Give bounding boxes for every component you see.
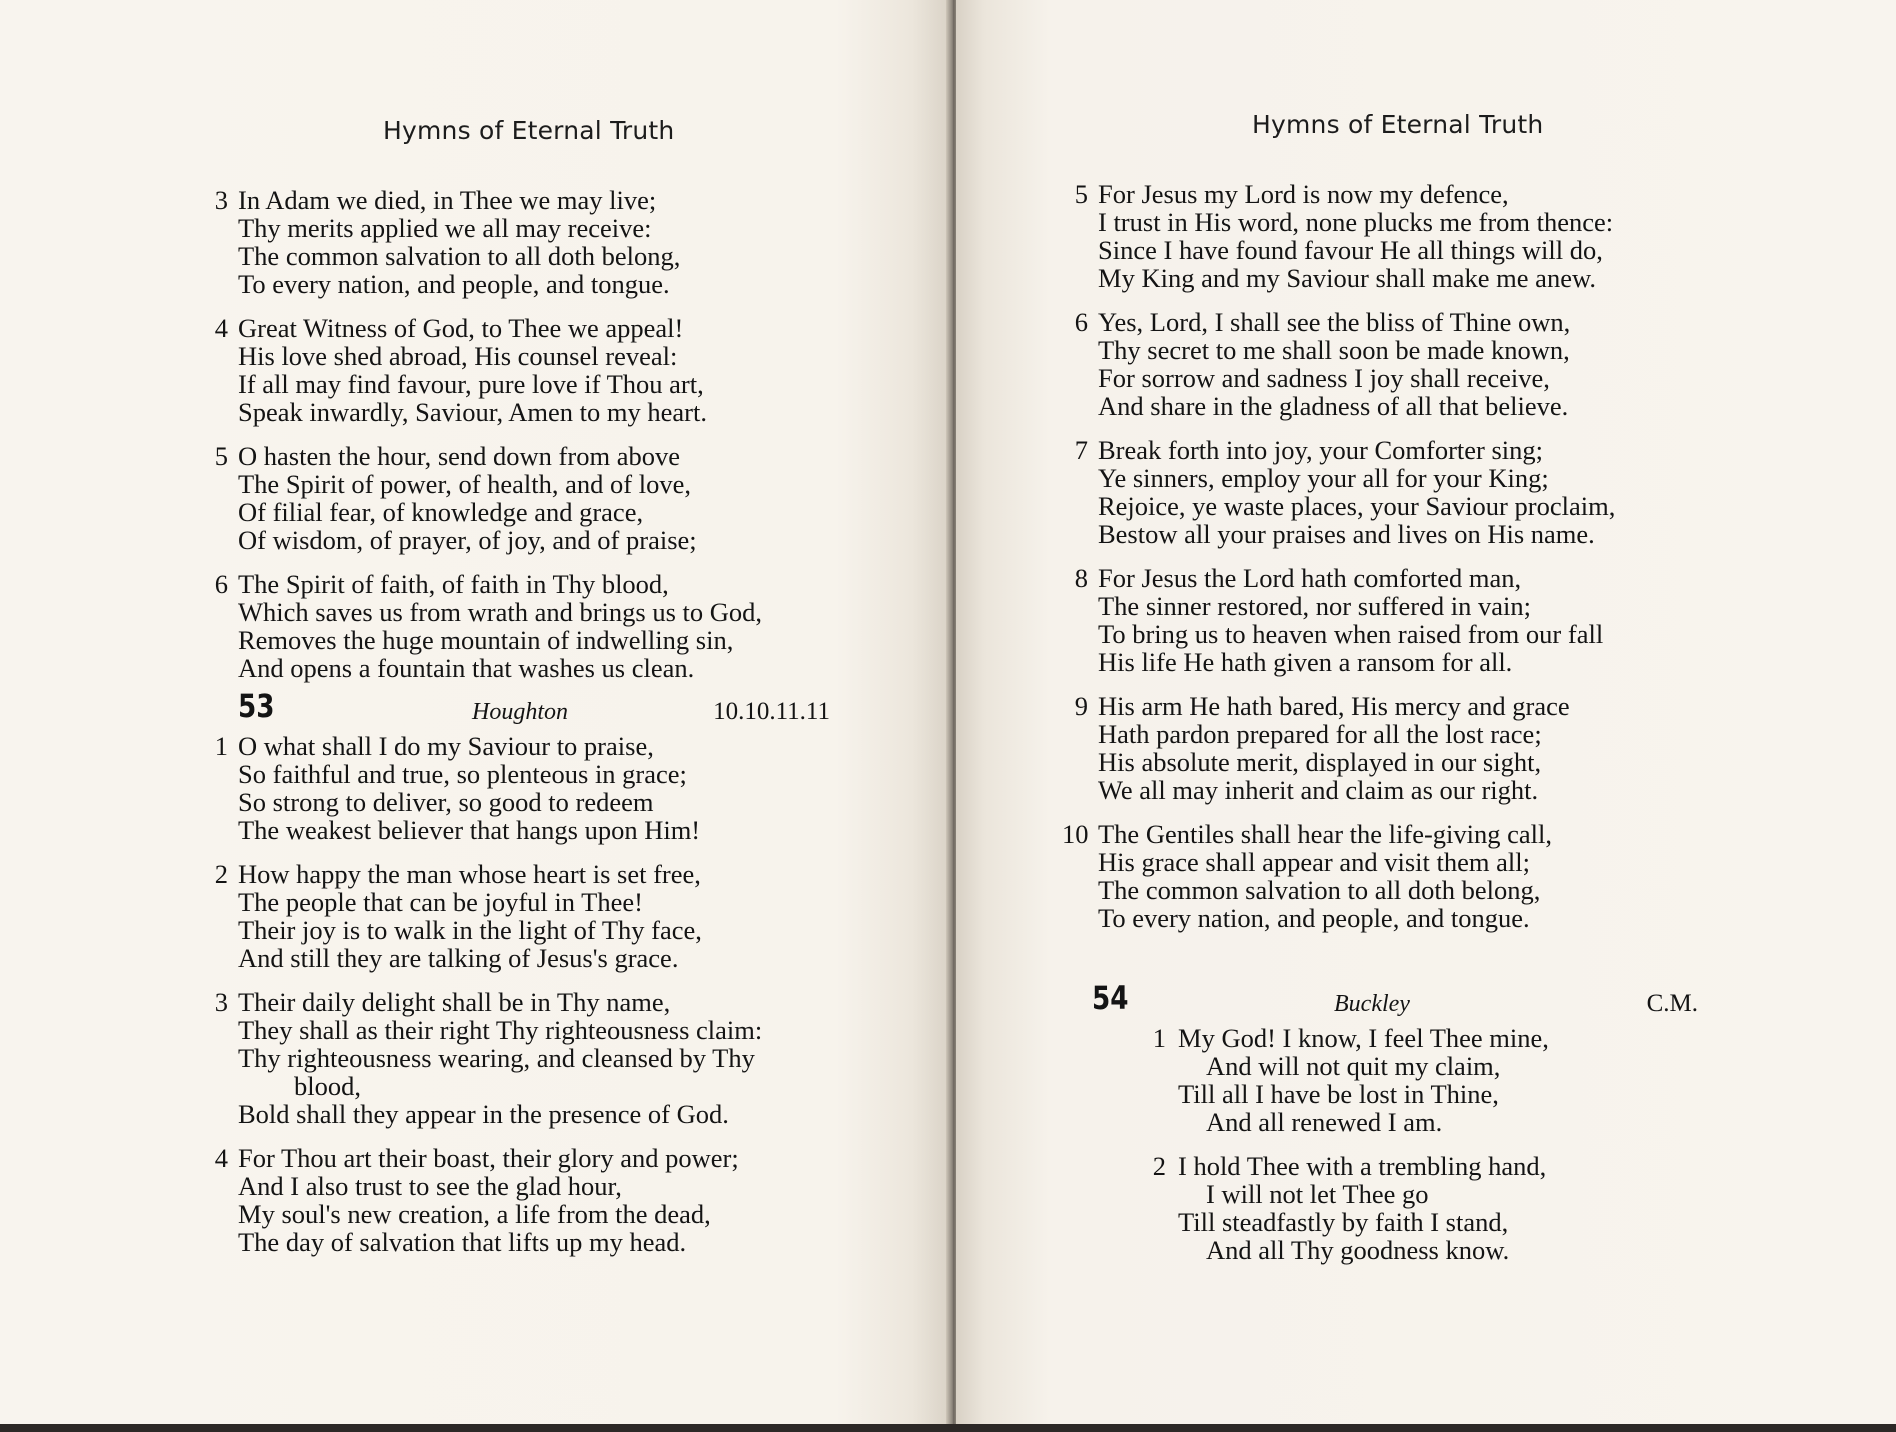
verse-line: And share in the gladness of all that believe.: [1098, 391, 1569, 421]
verse: [214, 987, 838, 1129]
verse-line: The weakest believer that hangs upon Him!: [238, 815, 701, 845]
verse-line: My God! I know, I feel Thee mine,: [1178, 1023, 1549, 1053]
verse-line: My King and my Saviour shall make me anew.: [1098, 263, 1597, 293]
verse-number: 7: [1074, 435, 1088, 465]
verse-line: And all Thy goodness know.: [1206, 1235, 1510, 1265]
verse: [214, 1143, 838, 1257]
verse-line: How happy the man whose heart is set free,: [238, 859, 701, 889]
meter: C.M.: [1646, 990, 1698, 1017]
verse-line: In Adam we died, in Thee we may live;: [238, 185, 657, 215]
hymn-54-verses: [1098, 1024, 1698, 1264]
verse-lines: [238, 570, 838, 682]
verse-line: His arm He hath bared, His mercy and grace: [1098, 691, 1570, 721]
verse-line: Till steadfastly by faith I stand,: [1178, 1207, 1509, 1237]
verse-line: My soul's new creation, a life from the dead,: [238, 1199, 711, 1229]
verse: [1098, 1024, 1698, 1136]
verse: [214, 441, 838, 555]
verse-line: Removes the huge mountain of indwelling sin,: [238, 625, 734, 655]
verse-line: The sinner restored, nor suffered in vain;: [1098, 591, 1531, 621]
verse-line: The day of salvation that lifts up my head.: [238, 1227, 687, 1257]
verse-line: For sorrow and sadness I joy shall receive,: [1098, 363, 1550, 393]
running-head-left: Hymns of Eternal Truth: [383, 116, 675, 145]
verse-line: If all may find favour, pure love if Thou art,: [238, 369, 704, 399]
verse-lines: [238, 1144, 838, 1256]
verse-line: Bestow all your praises and lives on His name.: [1098, 519, 1595, 549]
verse-line: His life He hath given a ransom for all.: [1098, 647, 1513, 677]
right-text-block: [1062, 179, 1698, 1280]
verse-line: And all renewed I am.: [1206, 1107, 1443, 1137]
left-text-block: [214, 185, 838, 1272]
hymn-header-54: [1092, 979, 1698, 1024]
verse-line: So faithful and true, so plenteous in grace;: [238, 759, 687, 789]
verse: [214, 569, 838, 683]
verse-lines: [238, 186, 838, 298]
tune-name: Houghton: [472, 699, 568, 725]
hymn-header-53: [238, 687, 838, 732]
verse-line: Thy merits applied we all may receive:: [238, 213, 652, 243]
verse-line: His absolute merit, displayed in our sight,: [1098, 747, 1542, 777]
verse-number: 3: [214, 987, 228, 1017]
hymn-number: 53: [238, 687, 275, 725]
verse-lines: [1098, 308, 1698, 420]
verse-line: Yes, Lord, I shall see the bliss of Thine own,: [1098, 307, 1571, 337]
verse-line: His love shed abroad, His counsel reveal:: [238, 341, 678, 371]
verse: [1098, 1152, 1698, 1264]
verse: [214, 859, 838, 973]
running-head-right: Hymns of Eternal Truth: [1252, 110, 1544, 139]
verse-line: Hath pardon prepared for all the lost race;: [1098, 719, 1542, 749]
verse-number: 2: [214, 859, 228, 889]
verse: [1074, 435, 1698, 549]
verse-number: 4: [214, 313, 228, 343]
verse-lines: [238, 732, 838, 844]
verse-number: 8: [1074, 563, 1088, 593]
verse-lines: [1098, 820, 1698, 932]
verse-number: 1: [214, 731, 228, 761]
verse-line: Thy righteousness wearing, and cleansed by Thy: [238, 1043, 755, 1073]
verse-number: 2: [1152, 1151, 1166, 1181]
verse-lines: [238, 860, 838, 972]
verse-number: 1: [1152, 1023, 1166, 1053]
verse-lines: [1098, 692, 1698, 804]
verse-line: And still they are talking of Jesus's grace.: [238, 943, 679, 973]
verse: [214, 313, 838, 427]
verse-lines: [1098, 180, 1698, 292]
right-page: [956, 0, 1896, 1424]
verse-line: Speak inwardly, Saviour, Amen to my heart.: [238, 397, 707, 427]
verse-number: 4: [214, 1143, 228, 1173]
verse-lines: [1098, 436, 1698, 548]
verse: [1074, 691, 1698, 805]
verse-line: So strong to deliver, so good to redeem: [238, 787, 654, 817]
verse-number: 6: [1074, 307, 1088, 337]
verse-line: Which saves us from wrath and brings us to God,: [238, 597, 763, 627]
meter: 10.10.11.11: [713, 698, 830, 725]
hymn-number: 54: [1092, 979, 1129, 1017]
verse-number: 10: [1062, 819, 1089, 849]
verse-line: The common salvation to all doth belong,: [1098, 875, 1541, 905]
verse: [214, 731, 838, 845]
verse-number: 5: [1074, 179, 1088, 209]
verse-line: The Spirit of faith, of faith in Thy blood,: [238, 569, 669, 599]
verse: [1062, 819, 1698, 933]
verse-line: I trust in His word, none plucks me from thence:: [1098, 207, 1614, 237]
verse-line: To every nation, and people, and tongue.: [238, 269, 670, 299]
verse-line: Since I have found favour He all things will do,: [1098, 235, 1603, 265]
verse-line: Their joy is to walk in the light of Thy face,: [238, 915, 702, 945]
verse-line: I hold Thee with a trembling hand,: [1178, 1151, 1547, 1181]
verse-line: Ye sinners, employ your all for your King;: [1098, 463, 1549, 493]
verse-lines: [238, 988, 838, 1128]
verse-line: The Gentiles shall hear the life-giving call,: [1098, 819, 1553, 849]
hymn-53-verses: [214, 731, 838, 1257]
verse-lines: [238, 442, 838, 554]
verse-number: 5: [214, 441, 228, 471]
verse-lines: [1178, 1024, 1698, 1136]
verse-number: 9: [1074, 691, 1088, 721]
verse-line: Bold shall they appear in the presence of God.: [238, 1099, 729, 1129]
verse-line: Thy secret to me shall soon be made known,: [1098, 335, 1570, 365]
verse-line: Of filial fear, of knowledge and grace,: [238, 497, 644, 527]
verse-line: I will not let Thee go: [1206, 1179, 1429, 1209]
verse-line: O hasten the hour, send down from above: [238, 441, 680, 471]
page-bottom-edge: [0, 1424, 1896, 1432]
verse-line: For Jesus my Lord is now my defence,: [1098, 179, 1509, 209]
verse-line: For Jesus the Lord hath comforted man,: [1098, 563, 1522, 593]
tune-name: Buckley: [1334, 991, 1410, 1017]
verse-line: And I also trust to see the glad hour,: [238, 1171, 622, 1201]
verse-line: Great Witness of God, to Thee we appeal!: [238, 313, 684, 343]
verse-line: The common salvation to all doth belong,: [238, 241, 681, 271]
verse: [1074, 179, 1698, 293]
verse: [1074, 307, 1698, 421]
verse-line: We all may inherit and claim as our right.: [1098, 775, 1539, 805]
verse-lines: [1178, 1152, 1698, 1264]
verse-line: To bring us to heaven when raised from our fall: [1098, 619, 1604, 649]
verse: [214, 185, 838, 299]
verse-lines: [238, 314, 838, 426]
verse-line: The people that can be joyful in Thee!: [238, 887, 643, 917]
verse-line: The Spirit of power, of health, and of love,: [238, 469, 691, 499]
verse-line: They shall as their right Thy righteousness claim:: [238, 1015, 763, 1045]
verse-number: 6: [214, 569, 228, 599]
left-verses-top: [214, 185, 838, 683]
verse-line: Of wisdom, of prayer, of joy, and of praise;: [238, 525, 697, 555]
verse-line: For Thou art their boast, their glory and power;: [238, 1143, 739, 1173]
verse-line: To every nation, and people, and tongue.: [1098, 903, 1530, 933]
spacer: [1098, 948, 1698, 984]
right-verses-top: [1062, 179, 1698, 933]
verse-line: Till all I have be lost in Thine,: [1178, 1079, 1499, 1109]
verse-line: His grace shall appear and visit them all;: [1098, 847, 1530, 877]
verse-line: Rejoice, ye waste places, your Saviour proclaim,: [1098, 491, 1616, 521]
verse-line: O what shall I do my Saviour to praise,: [238, 731, 654, 761]
verse-line: And will not quit my claim,: [1206, 1051, 1501, 1081]
verse-line: Their daily delight shall be in Thy name,: [238, 987, 671, 1017]
verse-number: 3: [214, 185, 228, 215]
verse-line: And opens a fountain that washes us clean.: [238, 653, 695, 683]
verse: [1074, 563, 1698, 677]
left-page: [0, 0, 950, 1424]
verse-lines: [1098, 564, 1698, 676]
verse-line: Break forth into joy, your Comforter sing;: [1098, 435, 1544, 465]
verse-line: blood,: [294, 1071, 361, 1101]
